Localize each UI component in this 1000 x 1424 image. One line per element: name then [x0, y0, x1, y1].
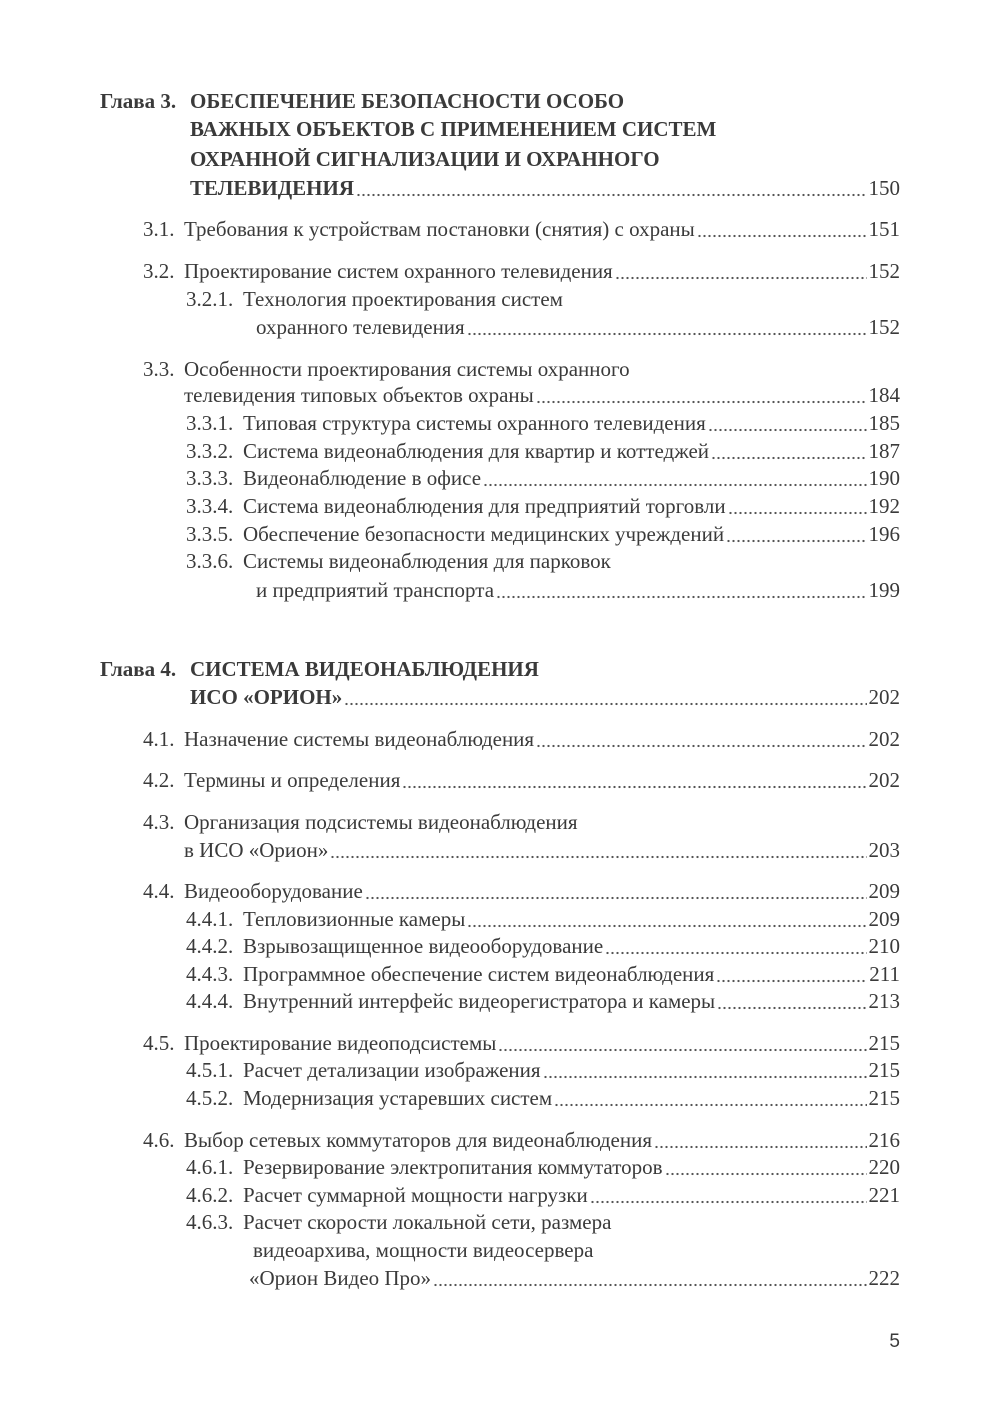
toc-entry-3-2[interactable] — [0, 257, 1000, 285]
section-title: видеоархива, мощности видеосервера — [253, 1238, 594, 1262]
section-title: в ИСО «Орион» — [184, 838, 329, 862]
toc-entry[interactable] — [243, 1153, 900, 1181]
toc-entry-3-3-6-line-1 — [0, 547, 1000, 575]
toc-entry-4-6-1[interactable] — [0, 1153, 1000, 1181]
section-title: Тепловизионные камеры — [243, 907, 466, 931]
chapter-3-heading-line-4[interactable] — [0, 174, 1000, 202]
page-ref: 209 — [868, 879, 900, 903]
toc-entry[interactable] — [256, 313, 900, 341]
section-title: «Орион Видео Про» — [249, 1266, 432, 1290]
toc-entry[interactable] — [243, 905, 900, 933]
section-number: 3.3.3. — [186, 466, 234, 490]
page-ref: 215 — [868, 1058, 900, 1082]
page-ref: 199 — [868, 578, 900, 602]
section-title: Назначение системы видеонаблюдения — [184, 727, 535, 751]
section-number: 4.6.1. — [186, 1155, 234, 1179]
dot-leader — [708, 409, 867, 437]
toc-entry-4-4-2[interactable] — [0, 932, 1000, 960]
toc-entry[interactable] — [184, 1126, 900, 1154]
page-ref: 202 — [868, 727, 900, 751]
section-number: 3.2. — [143, 259, 175, 283]
page-ref: 184 — [868, 383, 900, 407]
toc-entry[interactable] — [243, 492, 900, 520]
section-number: 4.1. — [143, 727, 175, 751]
toc-entry[interactable] — [243, 1084, 900, 1112]
chapter-3-heading-line-1 — [0, 87, 1000, 115]
section-title: охранного телевидения — [256, 315, 465, 339]
section-number: 4.4.2. — [186, 934, 234, 958]
toc-entry-4-5[interactable] — [0, 1029, 1000, 1057]
section-title: Расчет суммарной мощности нагрузки — [243, 1183, 588, 1207]
toc-entry-4-6-3-line-1 — [0, 1208, 1000, 1236]
section-title: Типовая структура системы охранного телевидения — [243, 411, 706, 435]
section-number: 3.2.1. — [186, 287, 234, 311]
toc-entry[interactable] — [190, 683, 900, 711]
dot-leader — [433, 1264, 866, 1292]
chapter-4-heading-line-2[interactable] — [0, 683, 1000, 711]
dot-leader — [697, 215, 867, 243]
page-ref: 152 — [868, 315, 900, 339]
section-number: 4.2. — [143, 768, 175, 792]
section-title: Расчет скорости локальной сети, размера — [243, 1210, 612, 1234]
page-ref: 150 — [868, 176, 900, 200]
page-ref: 151 — [868, 217, 900, 241]
section-number: 4.6. — [143, 1128, 175, 1152]
chapter-3-title: ОБЕСПЕЧЕНИЕ БЕЗОПАСНОСТИ ОСОБО — [190, 89, 625, 113]
page-ref: 185 — [868, 411, 900, 435]
section-number: 4.4.4. — [186, 989, 234, 1013]
toc-entry[interactable] — [256, 576, 900, 604]
page-ref: 187 — [868, 439, 900, 463]
toc-entry-3-3-line-1 — [0, 355, 1000, 383]
page-ref: 220 — [868, 1155, 900, 1179]
page-ref: 215 — [868, 1086, 900, 1110]
page-ref: 202 — [868, 685, 900, 709]
section-title: телевидения типовых объектов охраны — [184, 383, 534, 407]
section-title: Выбор сетевых коммутаторов для видеонаблюдения — [184, 1128, 653, 1152]
chapter-3-title: ВАЖНЫХ ОБЪЕКТОВ С ПРИМЕНЕНИЕМ СИСТЕМ — [190, 117, 717, 141]
section-title: Резервирование электропитания коммутаторов — [243, 1155, 663, 1179]
dot-leader — [365, 877, 867, 905]
toc-entry[interactable] — [184, 836, 900, 864]
toc-entry[interactable] — [184, 215, 900, 243]
toc-entry[interactable] — [243, 1181, 900, 1209]
toc-entry[interactable] — [184, 1029, 900, 1057]
section-number: 3.3.6. — [186, 549, 234, 573]
section-title: Взрывозащищенное видеооборудование — [243, 934, 604, 958]
section-number: 4.4. — [143, 879, 175, 903]
toc-entry-4-6[interactable] — [0, 1126, 1000, 1154]
toc-entry-4-3-line-1 — [0, 808, 1000, 836]
dot-leader — [554, 1084, 866, 1112]
toc-entry[interactable] — [184, 257, 900, 285]
toc-entry[interactable] — [184, 381, 900, 409]
page-ref: 192 — [868, 494, 900, 518]
section-title: Модернизация устаревших систем — [243, 1086, 553, 1110]
toc-entry-4-2[interactable] — [0, 766, 1000, 794]
section-title: Особенности проектирования системы охранного — [184, 357, 630, 381]
toc-entry[interactable] — [190, 174, 900, 202]
section-number: 4.5.1. — [186, 1058, 234, 1082]
toc-entry[interactable] — [243, 987, 900, 1015]
toc-entry[interactable] — [243, 409, 900, 437]
section-title: Организация подсистемы видеонаблюдения — [184, 810, 578, 834]
dot-leader — [716, 960, 867, 988]
chapter-3-label: Глава 3. — [100, 89, 177, 113]
toc-entry-3-3-1[interactable] — [0, 409, 1000, 437]
page-ref: 196 — [868, 522, 900, 546]
section-number: 3.3.2. — [186, 439, 234, 463]
toc-entry[interactable] — [249, 1264, 900, 1292]
toc-entry-4-5-2[interactable] — [0, 1084, 1000, 1112]
toc-entry-3-3-2[interactable] — [0, 437, 1000, 465]
dot-leader — [605, 932, 866, 960]
toc-entry[interactable] — [243, 437, 900, 465]
toc-entry[interactable] — [243, 1056, 900, 1084]
section-title: Проектирование систем охранного телевидения — [184, 259, 613, 283]
dot-leader — [665, 1153, 867, 1181]
toc-entry-3-3-6[interactable] — [0, 576, 1000, 604]
chapter-3-title: ОХРАННОЙ СИГНАЛИЗАЦИИ И ОХРАННОГО — [190, 147, 660, 171]
section-number: 4.4.3. — [186, 962, 234, 986]
page-ref: 152 — [868, 259, 900, 283]
toc-entry-3-3-5[interactable] — [0, 520, 1000, 548]
section-title: и предприятий транспорта — [256, 578, 495, 602]
toc-entry[interactable] — [243, 464, 900, 492]
chapter-4-title: СИСТЕМА ВИДЕОНАБЛЮДЕНИЯ — [190, 657, 539, 681]
dot-leader — [590, 1181, 867, 1209]
section-number: 3.3.1. — [186, 411, 234, 435]
dot-leader — [496, 576, 866, 604]
section-title: Видеонаблюдение в офисе — [243, 466, 482, 490]
dot-leader — [402, 766, 866, 794]
page-ref: 203 — [868, 838, 900, 862]
toc-entry-4-6-2[interactable] — [0, 1181, 1000, 1209]
page-ref: 209 — [868, 907, 900, 931]
section-title: Расчет детализации изображения — [243, 1058, 541, 1082]
section-number: 4.6.2. — [186, 1183, 234, 1207]
section-number: 4.6.3. — [186, 1210, 234, 1234]
toc-entry-3-3-4[interactable] — [0, 492, 1000, 520]
section-title: Программное обеспечение систем видеонаблюдения — [243, 962, 715, 986]
toc-entry-4-5-1[interactable] — [0, 1056, 1000, 1084]
chapter-3-title: ТЕЛЕВИДЕНИЯ — [190, 176, 355, 200]
chapter-4-label: Глава 4. — [100, 657, 177, 681]
dot-leader — [728, 492, 867, 520]
toc-entry-3-2-1[interactable] — [0, 313, 1000, 341]
chapter-4-heading-line-1 — [0, 655, 1000, 683]
section-title: Видеооборудование — [184, 879, 363, 903]
toc-entry-4-6-3-line-2 — [0, 1236, 1000, 1264]
section-title: Внутренний интерфейс видеорегистратора и камеры — [243, 989, 716, 1013]
dot-leader — [330, 836, 866, 864]
chapter-4-title: ИСО «ОРИОН» — [190, 685, 343, 709]
section-number: 3.1. — [143, 217, 175, 241]
section-title: Системы видеонаблюдения для парковок — [243, 549, 611, 573]
section-number: 4.3. — [143, 810, 175, 834]
toc-entry-4-4-3[interactable] — [0, 960, 1000, 988]
dot-leader — [536, 381, 867, 409]
dot-leader — [711, 437, 867, 465]
dot-leader — [543, 1056, 867, 1084]
page-ref: 216 — [868, 1128, 900, 1152]
dot-leader — [467, 905, 866, 933]
toc-entry-4-6-3[interactable] — [0, 1264, 1000, 1292]
page-number: 5 — [889, 1331, 900, 1352]
toc-entry[interactable] — [243, 520, 900, 548]
section-number: 3.3.4. — [186, 494, 234, 518]
chapter-3-heading-line-3 — [0, 145, 1000, 173]
section-title: Система видеонаблюдения для квартир и коттеджей — [243, 439, 709, 463]
section-number: 3.3. — [143, 357, 175, 381]
toc-entry-4-4[interactable] — [0, 877, 1000, 905]
page-ref: 202 — [868, 768, 900, 792]
toc-entry-4-4-1[interactable] — [0, 905, 1000, 933]
dot-leader — [654, 1126, 866, 1154]
dot-leader — [726, 520, 866, 548]
toc-entry-4-3[interactable] — [0, 836, 1000, 864]
toc-entry-4-1[interactable] — [0, 725, 1000, 753]
toc-entry-3-3-3[interactable] — [0, 464, 1000, 492]
dot-leader — [615, 257, 867, 285]
section-number: 4.5.2. — [186, 1086, 234, 1110]
dot-leader — [467, 313, 867, 341]
section-title: Термины и определения — [184, 768, 401, 792]
toc-entry[interactable] — [243, 932, 900, 960]
section-title: Проектирование видеоподсистемы — [184, 1031, 497, 1055]
section-title: Технология проектирования систем — [243, 287, 563, 311]
dot-leader — [356, 174, 866, 202]
section-number: 4.4.1. — [186, 907, 234, 931]
page-ref: 211 — [869, 962, 900, 986]
chapter-3-heading-line-2 — [0, 115, 1000, 143]
page-ref: 222 — [868, 1266, 900, 1290]
section-title: Система видеонаблюдения для предприятий торговли — [243, 494, 726, 518]
page-ref: 215 — [868, 1031, 900, 1055]
toc-entry-3-2-1-line-1 — [0, 285, 1000, 313]
section-number: 3.3.5. — [186, 522, 234, 546]
page-ref: 221 — [868, 1183, 900, 1207]
toc-entry[interactable] — [184, 725, 900, 753]
dot-leader — [344, 683, 866, 711]
page-ref: 190 — [868, 466, 900, 490]
section-title: Требования к устройствам постановки (снятия) с охраны — [184, 217, 695, 241]
toc-entry[interactable] — [243, 960, 900, 988]
page-ref: 213 — [868, 989, 900, 1013]
section-number: 4.5. — [143, 1031, 175, 1055]
toc-entry-4-4-4[interactable] — [0, 987, 1000, 1015]
toc-entry[interactable] — [184, 766, 900, 794]
toc-entry-3-1[interactable] — [0, 215, 1000, 243]
toc-entry-3-3[interactable] — [0, 381, 1000, 409]
dot-leader — [483, 464, 866, 492]
dot-leader — [717, 987, 866, 1015]
toc-entry[interactable] — [184, 877, 900, 905]
dot-leader — [498, 1029, 866, 1057]
section-title: Обеспечение безопасности медицинских учреждений — [243, 522, 725, 546]
dot-leader — [536, 725, 866, 753]
page-ref: 210 — [868, 934, 900, 958]
